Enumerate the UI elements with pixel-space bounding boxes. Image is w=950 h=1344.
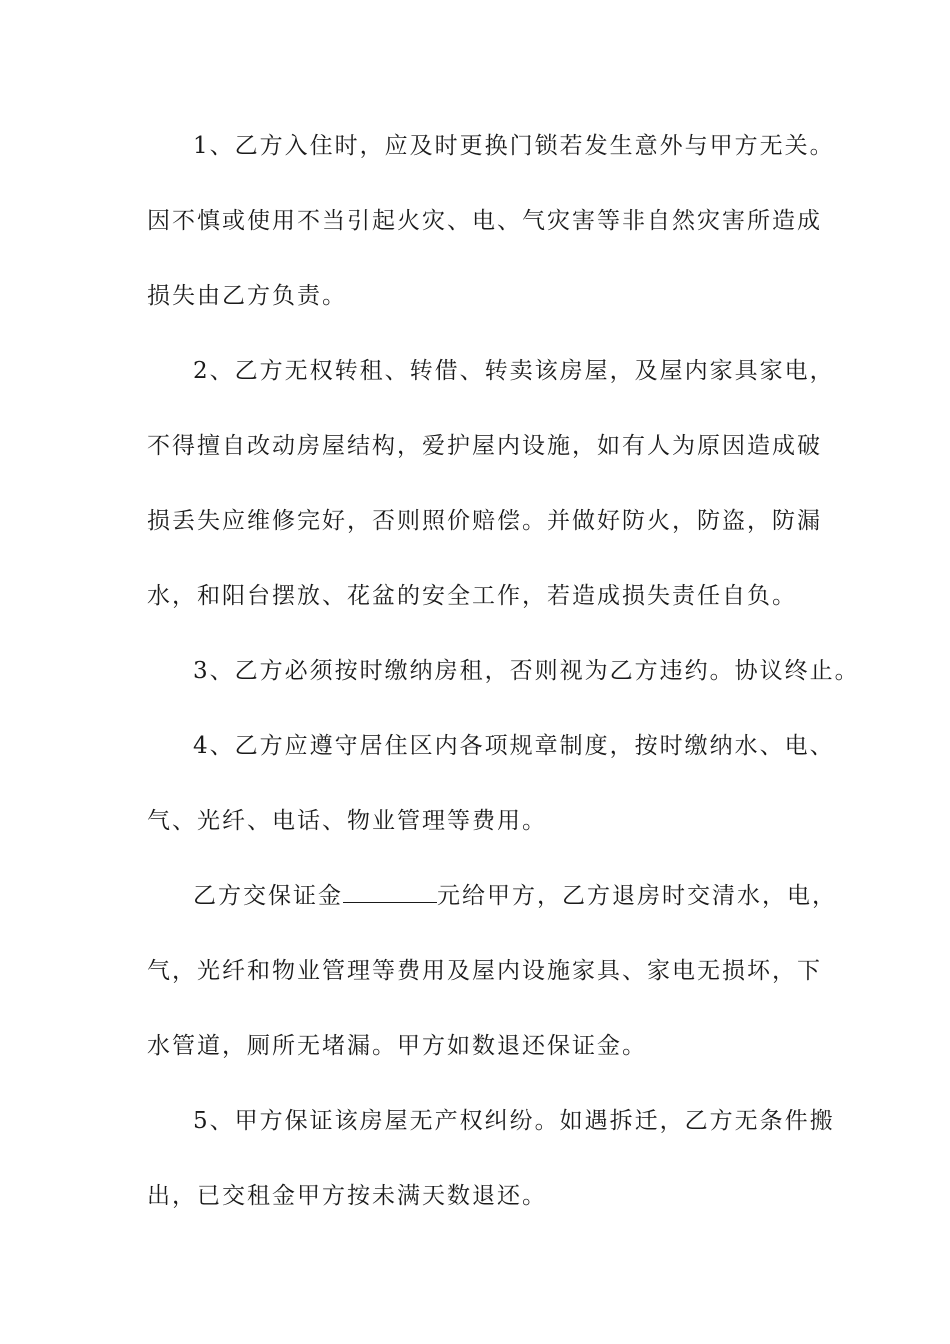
paragraph-5-line-1: 5、甲方保证该房屋无产权纠纷。如遇拆迁，乙方无条件搬 (193, 1108, 835, 1134)
deposit-paragraph-line-3: 水管道，厕所无堵漏。甲方如数退还保证金。 (147, 1033, 647, 1059)
paragraph-4-line-1: 4、乙方应遵守居住区内各项规章制度，按时缴纳水、电、 (193, 733, 835, 759)
paragraph-2-line-2: 不得擅自改动房屋结构，爱护屋内设施，如有人为原因造成破 (147, 433, 822, 459)
paragraph-3-line-1: 3、乙方必须按时缴纳房租，否则视为乙方违约。协议终止。 (193, 658, 860, 684)
paragraph-2-line-1: 2、乙方无权转租、转借、转卖该房屋，及屋内家具家电， (193, 358, 835, 384)
paragraph-4-line-2: 气、光纤、电话、物业管理等费用。 (147, 808, 547, 834)
deposit-amount-blank (343, 878, 437, 903)
paragraph-2-line-3: 损丢失应维修完好，否则照价赔偿。并做好防火，防盗，防漏 (147, 508, 822, 534)
deposit-paragraph-line-1 (147, 874, 837, 918)
document-body (147, 124, 860, 1218)
paragraph-5-line-2: 出，已交租金甲方按未满天数退还。 (147, 1183, 547, 1209)
deposit-paragraph-line-2: 气，光纤和物业管理等费用及屋内设施家具、家电无损坏，下 (147, 958, 822, 984)
paragraph-1-line-2: 因不慎或使用不当引起火灾、电、气灾害等非自然灾害所造成 (147, 208, 822, 234)
paragraph-2-line-4: 水，和阳台摆放、花盆的安全工作，若造成损失责任自负。 (147, 583, 797, 609)
deposit-text-after-blank: 元给甲方，乙方退房时交清水，电， (437, 883, 837, 909)
deposit-text-before-blank: 乙方交保证金 (193, 883, 343, 909)
paragraph-1-line-1: 1、乙方入住时，应及时更换门锁若发生意外与甲方无关。 (193, 133, 835, 159)
paragraph-1-line-3: 损失由乙方负责。 (147, 283, 347, 309)
